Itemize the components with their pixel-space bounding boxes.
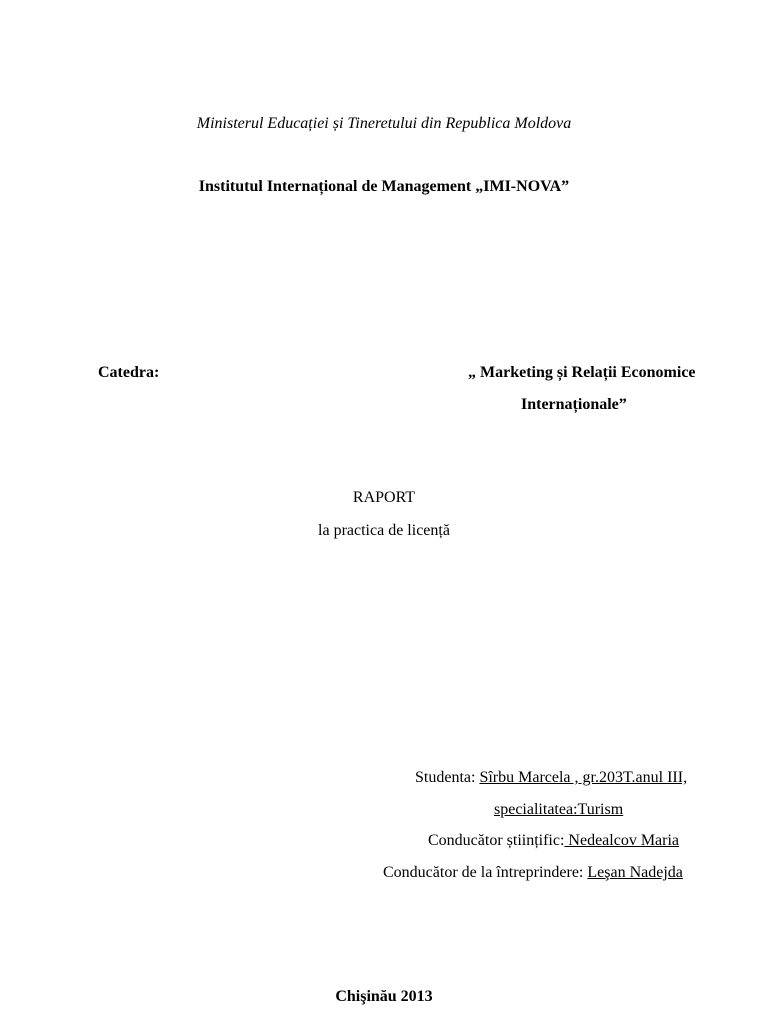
specialty-line bbox=[494, 800, 623, 820]
department-label: Catedra: bbox=[98, 364, 160, 381]
enterprise-coordinator-label: Conducător de la întreprindere: bbox=[383, 864, 588, 881]
department-name-line2: Internaționale” bbox=[521, 396, 627, 413]
scientific-coordinator-value: Nedealcov Maria bbox=[564, 832, 680, 849]
report-subtitle: la practica de licență bbox=[318, 522, 450, 539]
scientific-coordinator-label: Conducător științific: bbox=[428, 832, 565, 849]
ministry-name: Ministerul Educației și Tineretului din Republica Moldova bbox=[196, 115, 572, 132]
enterprise-coordinator-line bbox=[383, 863, 683, 883]
report-title: RAPORT bbox=[352, 489, 416, 506]
student-line bbox=[415, 768, 687, 788]
enterprise-coordinator-value: Leşan Nadejda bbox=[587, 864, 683, 881]
institute-name: Institutul Internațional de Management „IMI-NOVA” bbox=[198, 178, 570, 195]
department-name-line1: „ Marketing și Relații Economice bbox=[468, 364, 696, 381]
student-label: Studenta: bbox=[415, 769, 480, 786]
city-year: Chişinău 2013 bbox=[335, 988, 433, 1005]
scientific-coordinator-line bbox=[428, 831, 679, 851]
student-value: Sîrbu Marcela , gr.203T.anul III, bbox=[479, 769, 688, 786]
specialty-value: specialitatea:Turism bbox=[494, 801, 624, 818]
